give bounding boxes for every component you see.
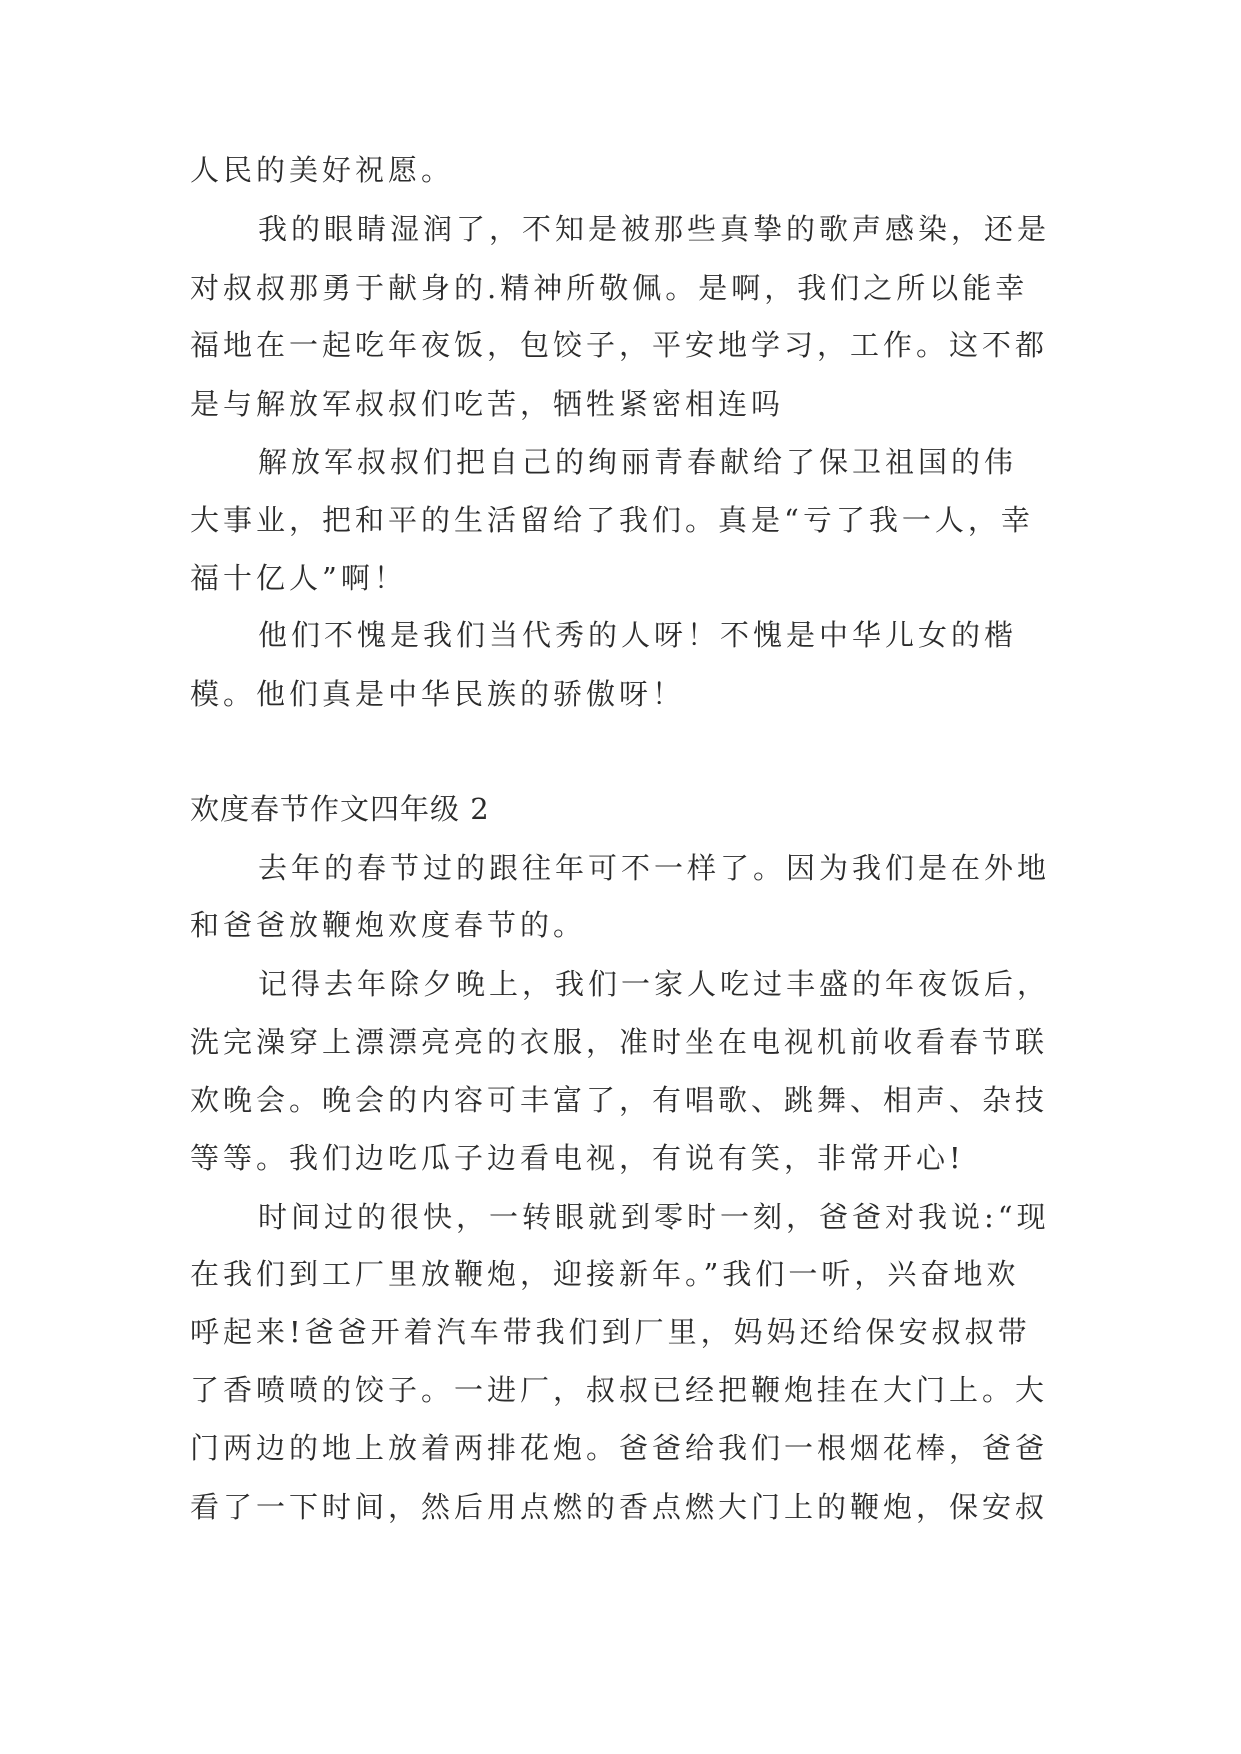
text-line: 了香喷喷的饺子。一进厂，叔叔已经把鞭炮挂在大门上。大 [190, 1373, 1049, 1407]
text-line: 福十亿人”啊！ [190, 561, 407, 595]
text-line: 人民的美好祝愿。 [190, 153, 455, 187]
paragraph-first-line: 解放军叔叔们把自己的绚丽青春献给了保卫祖国的伟 [258, 445, 1018, 479]
text-line: 对叔叔那勇于献身的.精神所敬佩。是啊，我们之所以能幸 [190, 271, 1029, 305]
text-line: 在我们到工厂里放鞭炮，迎接新年。”我们一听，兴奋地欢 [190, 1257, 1020, 1291]
text-line: 福地在一起吃年夜饭，包饺子，平安地学习，工作。这不都 [190, 328, 1049, 362]
text-line: 呼起来!爸爸开着汽车带我们到厂里，妈妈还给保安叔叔带 [190, 1315, 1031, 1349]
text-line: 模。他们真是中华民族的骄傲呀！ [190, 677, 686, 711]
text-line: 欢晚会。晚会的内容可丰富了，有唱歌、跳舞、相声、杂技 [190, 1083, 1049, 1117]
text-line: 看了一下时间，然后用点燃的香点燃大门上的鞭炮，保安叔 [190, 1490, 1049, 1524]
paragraph-first-line: 时间过的很快，一转眼就到零时一刻，爸爸对我说:“现 [258, 1200, 1050, 1234]
paragraph-first-line: 我的眼睛湿润了，不知是被那些真挚的歌声感染，还是 [258, 212, 1051, 246]
text-line: 是与解放军叔叔们吃苦，牺牲紧密相连吗 [190, 387, 785, 421]
paragraph-first-line: 记得去年除夕晚上，我们一家人吃过丰盛的年夜饭后， [258, 967, 1051, 1001]
text-line: 门两边的地上放着两排花炮。爸爸给我们一根烟花棒，爸爸 [190, 1431, 1049, 1465]
text-line: 洗完澡穿上漂漂亮亮的衣服，准时坐在电视机前收看春节联 [190, 1025, 1049, 1059]
text-line: 等等。我们边吃瓜子边看电视，有说有笑，非常开心! [190, 1141, 965, 1175]
section-heading: 欢度春节作文四年级 2 [190, 792, 490, 826]
text-line: 和爸爸放鞭炮欢度春节的。 [190, 908, 587, 942]
paragraph-first-line: 他们不愧是我们当代秀的人呀！不愧是中华儿女的楷 [258, 618, 1018, 652]
paragraph-first-line: 去年的春节过的跟往年可不一样了。因为我们是在外地 [258, 851, 1051, 885]
text-line: 大事业，把和平的生活留给了我们。真是“亏了我一人，幸 [190, 503, 1034, 537]
